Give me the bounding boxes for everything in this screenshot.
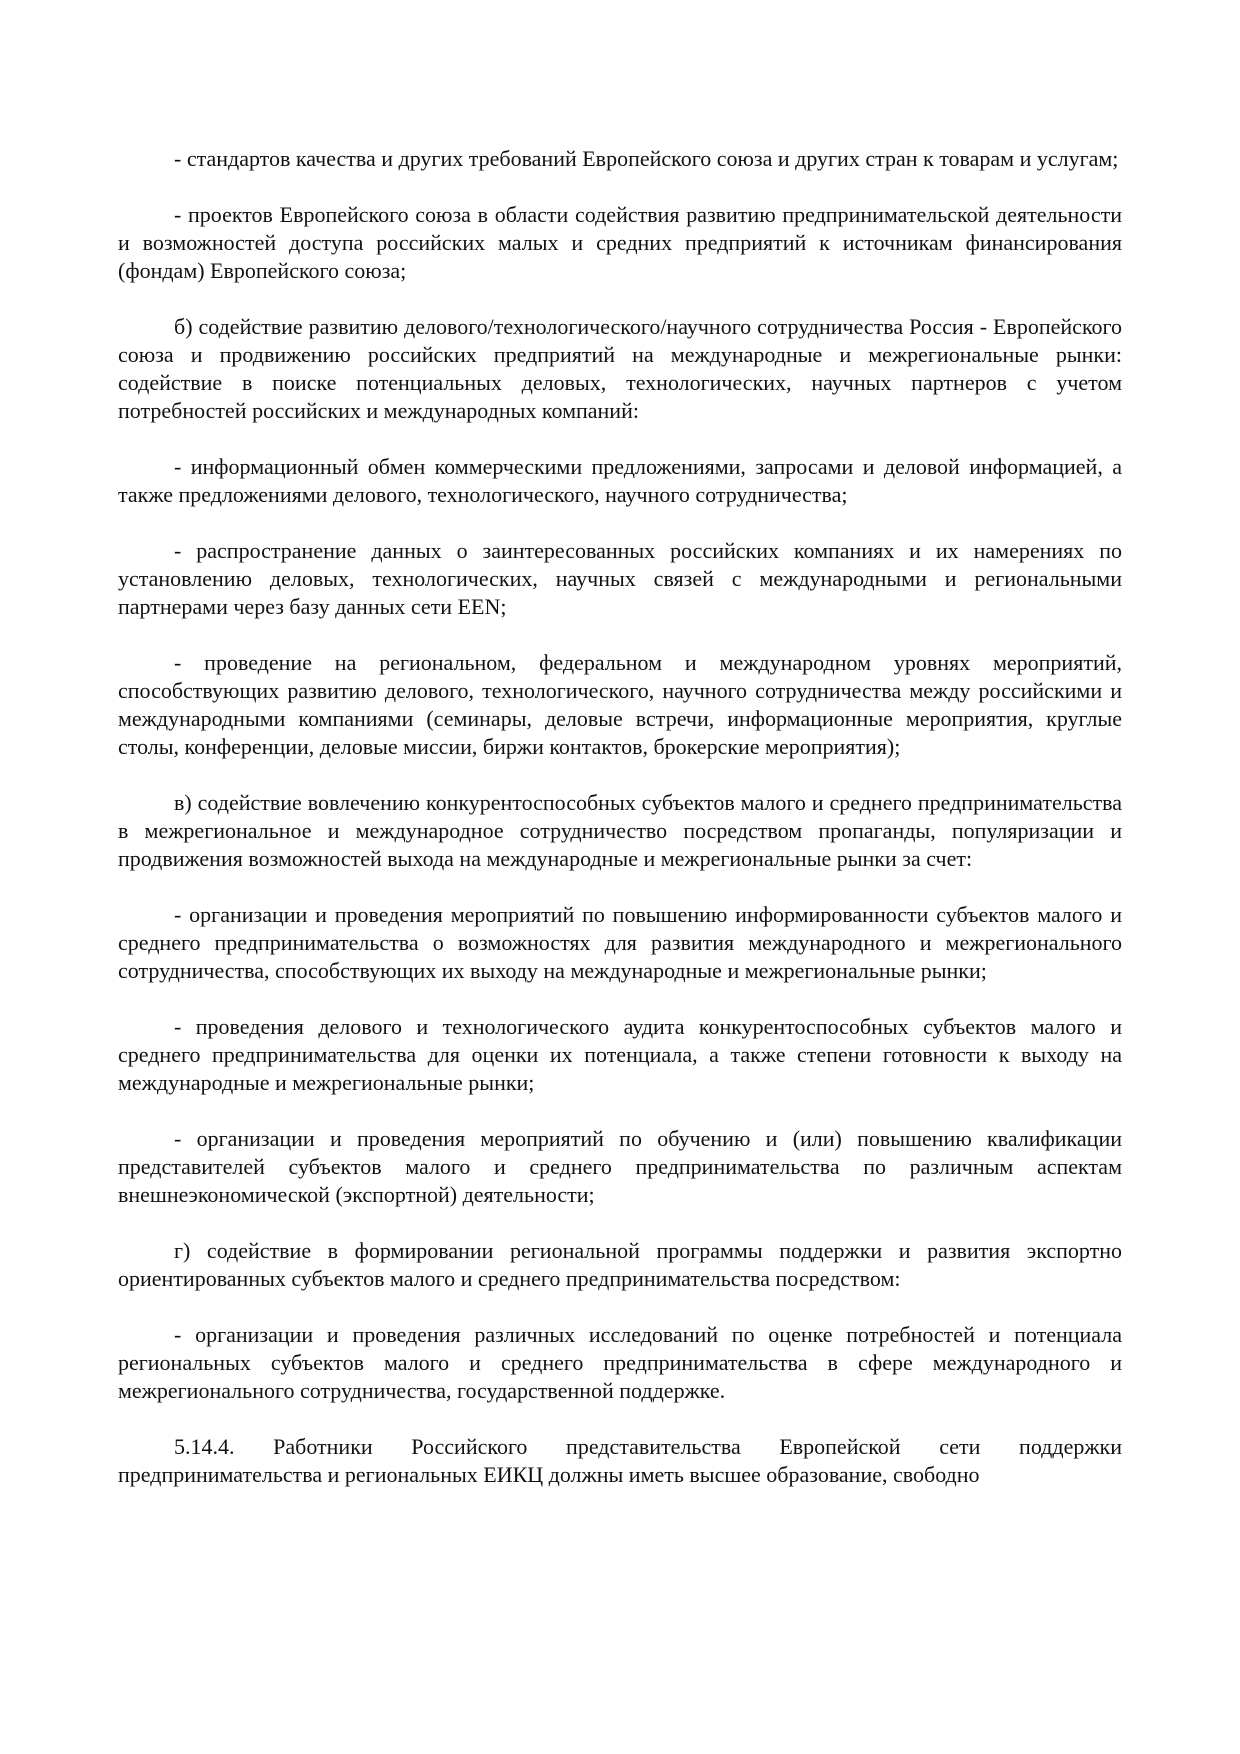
- paragraph-training: - организации и проведения мероприятий по обучению и (или) повышению квалификации представителей субъектов малого и среднего предпринимательства по различным аспектам внешнеэкономической (экспортной) деятельности;: [118, 1126, 1122, 1207]
- paragraph-quality-standards: - стандартов качества и других требований Европейского союза и других стран к товарам и услугам;: [174, 146, 1119, 171]
- paragraph-events: - проведение на региональном, федеральном и международном уровнях мероприятий, способствующих развитию делового, технологического, научного сотрудничества между российскими и международными компаниями (семинары, деловые встречи, информационные мероприятия, круглые столы, конференции, деловые миссии, биржи контактов, брокерские мероприятия);: [118, 650, 1122, 759]
- paragraph-b-cooperation: б) содействие развитию делового/технологического/научного сотрудничества Россия - Европейского союза и продвижению российских предприятий на международные и межрегиональные рынки: содействие в поиске потенциальных деловых, технологических, научных партнеров с учетом потребностей российских и международных компаний:: [118, 314, 1122, 423]
- paragraph-business-audit: - проведения делового и технологического аудита конкурентоспособных субъектов малого и среднего предпринимательства для оценки их потенциала, а также степени готовности к выходу на международные и межрегиональные рынки;: [118, 1014, 1122, 1095]
- document-page: [118, 145, 1122, 1517]
- paragraph-g-regional-program: г) содействие в формировании региональной программы поддержки и развития экспортно ориентированных субъектов малого и среднего предпринимательства посредством:: [118, 1238, 1122, 1291]
- paragraph-awareness-events: - организации и проведения мероприятий по повышению информированности субъектов малого и среднего предпринимательства о возможностях для развития международного и межрегионального сотрудничества, способствующих их выходу на международные и межрегиональные рынки;: [118, 902, 1122, 983]
- paragraph-information-exchange: - информационный обмен коммерческими предложениями, запросами и деловой информацией, а также предложениями делового, технологического, научного сотрудничества;: [118, 454, 1122, 507]
- paragraph-research: - организации и проведения различных исследований по оценке потребностей и потенциала региональных субъектов малого и среднего предпринимательства в сфере международного и межрегионального сотрудничества, государственной поддержке.: [118, 1322, 1122, 1403]
- paragraph-data-distribution: - распространение данных о заинтересованных российских компаниях и их намерениях по установлению деловых, технологических, научных связей с международными и региональными партнерами через базу данных сети EEN;: [118, 538, 1122, 619]
- paragraph-5-14-4: 5.14.4. Работники Российского представительства Европейской сети поддержки предпринимательства и региональных ЕИКЦ должны иметь высшее образование, свободно: [118, 1434, 1122, 1487]
- paragraph-v-involvement: в) содействие вовлечению конкурентоспособных субъектов малого и среднего предпринимательства в межрегиональное и международное сотрудничество посредством пропаганды, популяризации и продвижения возможностей выхода на международные и межрегиональные рынки за счет:: [118, 790, 1122, 871]
- paragraph-eu-projects: - проектов Европейского союза в области содействия развитию предпринимательской деятельности и возможностей доступа российских малых и средних предприятий к источникам финансирования (фондам) Европейского союза;: [118, 202, 1122, 283]
